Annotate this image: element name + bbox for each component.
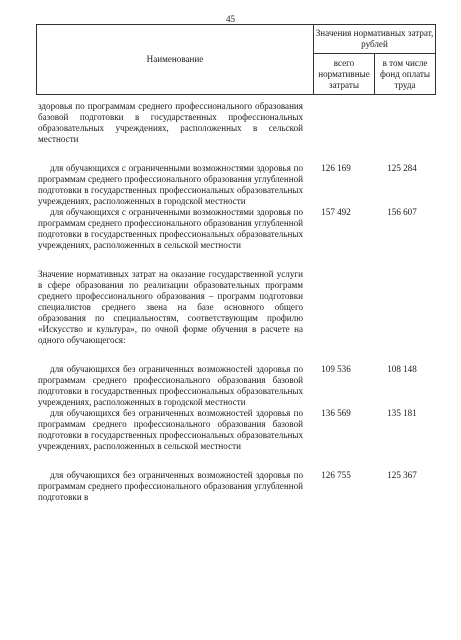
table-row [36, 163, 435, 207]
table-body [36, 101, 435, 503]
row-wage-value: 108 148 [387, 364, 417, 374]
row-total-value: 126 755 [321, 470, 351, 480]
table-row [36, 364, 435, 408]
table-row [36, 470, 435, 503]
header-name-column: Наименование [37, 25, 314, 95]
row-total-value: 136 569 [321, 408, 351, 418]
row-wage-value: 135 181 [387, 408, 417, 418]
table-row [36, 269, 435, 346]
row-description: Значение нормативных затрат на оказание государственной услуги в сфере образования по реализации образовательных программ среднего профессионального образования – программ подготовки специалистов среднего звена на базе основного общего образования по специальностям, соответствующим профилю «Искусство и культура», по очной форме обучения в расчете на одного обучающегося: [38, 269, 303, 345]
row-total-value: 126 169 [321, 163, 351, 173]
row-description: здоровья по программам среднего профессионального образования базовой подготовки в государственных профессиональных образовательных учреждениях, расположенных в сельской местности [38, 101, 303, 144]
row-description: для обучающихся без ограниченных возможностей здоровья по программам среднего профессионального образования базовой подготовки в государственных профессиональных образовательных учреждениях, расположенных в сельской местности [38, 408, 303, 451]
row-description: для обучающихся с ограниченными возможностями здоровья по программам среднего профессионального образования углубленной подготовки в государственных профессиональных образовательных учреждениях, расположенных в городской местности [38, 163, 303, 206]
page-number: 45 [226, 14, 235, 24]
row-wage-value [369, 101, 435, 145]
table-header [36, 24, 436, 95]
row-description: для обучающихся с ограниченными возможностями здоровья по программам среднего профессионального образования углубленной подготовки в государственных профессиональных образовательных учреждениях, расположенных в сельской местности [38, 207, 303, 250]
header-total-column: всего нормативные затраты [314, 54, 375, 95]
row-total-value: 109 536 [321, 364, 351, 374]
table-row [36, 408, 435, 452]
header-values-group: Значения нормативных затрат, рублей [314, 25, 436, 54]
row-total-value: 157 492 [321, 207, 351, 217]
row-description: для обучающихся без ограниченных возможностей здоровья по программам среднего профессионального образования углубленной подготовки в [38, 470, 303, 502]
table-row [36, 101, 435, 145]
row-total-value [303, 269, 369, 346]
row-wage-value: 156 607 [387, 207, 417, 217]
row-wage-value [369, 269, 435, 346]
row-total-value [303, 101, 369, 145]
row-wage-value: 125 367 [387, 470, 417, 480]
row-wage-value: 125 284 [387, 163, 417, 173]
row-description: для обучающихся без ограниченных возможностей здоровья по программам среднего профессионального образования базовой подготовки в государственных профессиональных образовательных учреждениях, расположенных в городской местности [38, 364, 303, 407]
table-row [36, 207, 435, 251]
header-wage-column: в том числе фонд оплаты труда [375, 54, 436, 95]
